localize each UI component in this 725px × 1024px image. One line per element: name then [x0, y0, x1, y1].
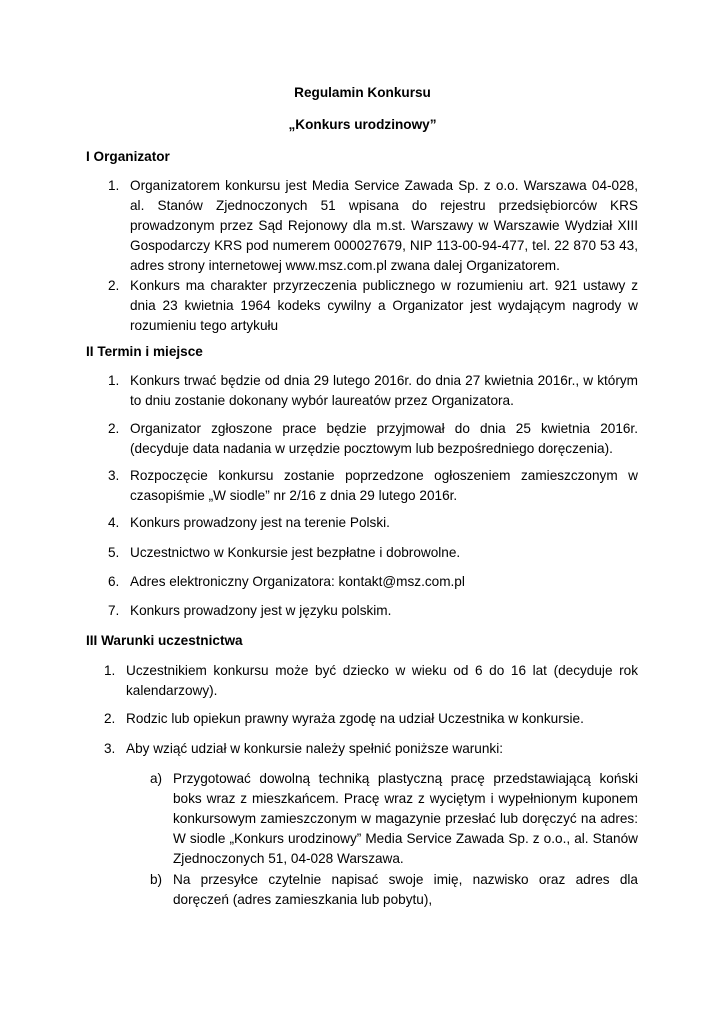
- sublist-item-letter: b): [150, 872, 163, 887]
- list-item-text: Konkurs ma charakter przyrzeczenia publicznego w rozumieniu art. 921 ustawy z dnia 23 kwietnia 1964 kodeks cywilny a Organizator jest wydającym nagrody w rozumieniu tego artykułu: [130, 278, 638, 333]
- list-item-text: Aby wziąć udział w konkursie należy spełnić poniższe warunki:: [126, 741, 504, 756]
- list-item-number: 2.: [104, 711, 116, 726]
- list-item-text: Rodzic lub opiekun prawny wyraża zgodę na udział Uczestnika w konkursie.: [126, 711, 584, 726]
- list-item-number: 3.: [108, 468, 120, 483]
- list-item-text: Konkurs trwać będzie od dnia 29 lutego 2016r. do dnia 27 kwietnia 2016r., w którym to dniu zostanie dokonany wybór laureatów przez Organizatora.: [130, 373, 638, 408]
- list-item-number: 2.: [108, 278, 120, 293]
- list-item-text: Konkurs prowadzony jest w języku polskim.: [130, 603, 392, 618]
- list-item-number: 5.: [108, 545, 120, 560]
- sublist-item-text: Na przesyłce czytelnie napisać swoje imię, nazwisko oraz adres dla doręczeń (adres zamieszkania lub pobytu),: [173, 872, 638, 907]
- list-item-text: Uczestnictwo w Konkursie jest bezpłatne i dobrowolne.: [130, 545, 461, 560]
- section-heading-organizer: I Organizator: [86, 149, 170, 164]
- list-item-number: 3.: [104, 741, 116, 756]
- list-item-number: 7.: [108, 603, 120, 618]
- list-item-number: 1.: [108, 178, 120, 193]
- list-item-number: 6.: [108, 574, 120, 589]
- list-item-text: Rozpoczęcie konkursu zostanie poprzedzone ogłoszeniem zamieszczonym w czasopiśmie „W siodle” nr 2/16 z dnia 29 lutego 2016r.: [130, 468, 638, 503]
- list-item-number: 2.: [108, 421, 120, 436]
- section-heading-term-place: II Termin i miejsce: [86, 344, 203, 359]
- list-item-text: Organizatorem konkursu jest Media Service Zawada Sp. z o.o. Warszawa 04-028, al. Stanów Zjednoczonych 51 wpisana do rejestru przedsiębiorców KRS prowadzonym przez Sąd Rejonowy dla m.st. Warszawy w Warszawie Wydział XIII Gospodarczy KRS pod numerem 000027679, NIP 113-00-94-477, tel. 22 870 53 43, adres strony internetowej www.msz.com.pl zwana dalej Organizatorem.: [130, 178, 638, 273]
- list-item-number: 4.: [108, 515, 120, 530]
- list-item-text: Konkurs prowadzony jest na terenie Polski.: [130, 515, 390, 530]
- list-item-text: Adres elektroniczny Organizatora: kontakt@msz.com.pl: [130, 574, 465, 589]
- document-subtitle: „Konkurs urodzinowy”: [288, 117, 437, 132]
- list-item-text: Organizator zgłoszone prace będzie przyjmował do dnia 25 kwietnia 2016r. (decyduje data nadania w urzędzie pocztowym lub bezpośredniego doręczenia).: [130, 421, 638, 456]
- list-item-number: 1.: [104, 663, 116, 678]
- sublist-item-letter: a): [150, 771, 163, 786]
- section-heading-participation: III Warunki uczestnictwa: [86, 633, 243, 648]
- document-title: Regulamin Konkursu: [294, 85, 431, 100]
- list-item-text: Uczestnikiem konkursu może być dziecko w wieku od 6 do 16 lat (decyduje rok kalendarzowy).: [126, 663, 638, 698]
- sublist-item-text: Przygotować dowolną techniką plastyczną pracę przedstawiającą koński boks wraz z mieszkańcem. Pracę wraz z wyciętym i wypełnionym kuponem konkursowym zamieszczonym w magazynie przesłać lub doręczyć na adres: W siodle „Konkurs urodzinowy” Media Service Zawada Sp. z o.o., al. Stanów Zjednoczonych 51, 04-028 Warszawa.: [173, 771, 638, 866]
- list-item-number: 1.: [108, 373, 120, 388]
